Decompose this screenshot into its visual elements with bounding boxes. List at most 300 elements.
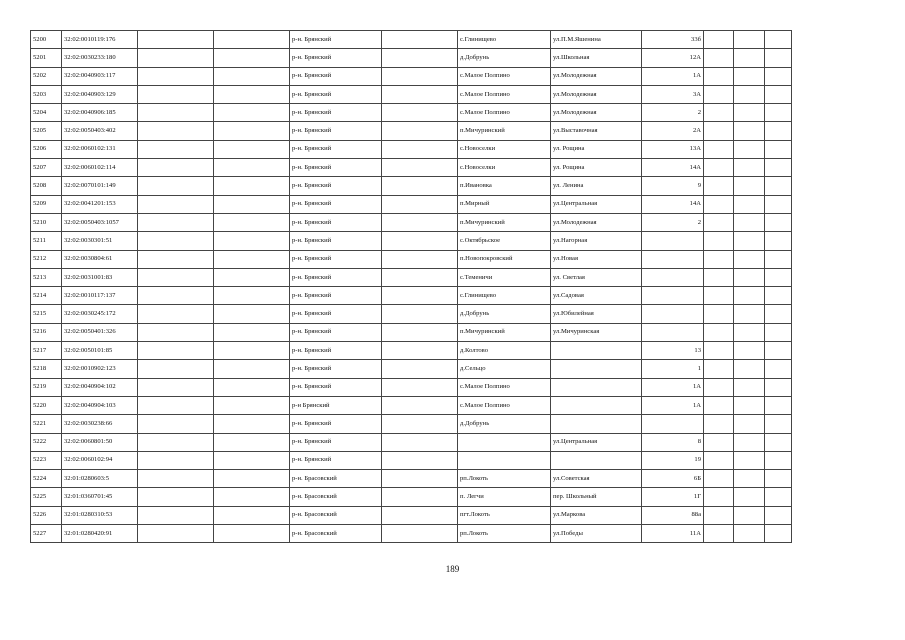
cadastral-number-cell: 32:02:0050401:326 xyxy=(62,323,138,341)
street-cell: ул.Нагорная xyxy=(551,232,642,250)
cadastral-number-cell: 32:02:0050403:1057 xyxy=(62,213,138,231)
empty-cell xyxy=(734,122,765,140)
empty-cell xyxy=(734,195,765,213)
street-cell: ул. Светлая xyxy=(551,268,642,286)
street-cell: ул.Молодежная xyxy=(551,104,642,122)
row-number-cell: 5226 xyxy=(31,506,62,524)
district-cell: р-н. Брянский xyxy=(290,140,382,158)
house-number-cell: 1А xyxy=(642,396,704,414)
table-row xyxy=(31,525,792,543)
page-number: 189 xyxy=(445,564,460,574)
house-number-cell: 14А xyxy=(642,195,704,213)
empty-cell xyxy=(382,506,458,524)
empty-cell xyxy=(765,31,792,49)
table-row xyxy=(31,177,792,195)
row-number-cell: 5215 xyxy=(31,305,62,323)
empty-cell xyxy=(214,250,290,268)
empty-cell xyxy=(382,31,458,49)
cadastral-number-cell: 32:02:0050403:402 xyxy=(62,122,138,140)
empty-cell xyxy=(214,305,290,323)
row-number-cell: 5211 xyxy=(31,232,62,250)
settlement-cell: с.Малое Полпино xyxy=(458,396,551,414)
cadastral-number-cell: 32:01:0280310:53 xyxy=(62,506,138,524)
empty-cell xyxy=(382,250,458,268)
empty-cell xyxy=(138,488,214,506)
table-row xyxy=(31,140,792,158)
empty-cell xyxy=(704,342,734,360)
settlement-cell: д.Сельцо xyxy=(458,360,551,378)
empty-cell xyxy=(214,268,290,286)
settlement-cell: с.Новоселки xyxy=(458,159,551,177)
empty-cell xyxy=(138,323,214,341)
empty-cell xyxy=(704,378,734,396)
table-row xyxy=(31,268,792,286)
cadastral-number-cell: 32:01:0360701:45 xyxy=(62,488,138,506)
empty-cell xyxy=(138,67,214,85)
row-number-cell: 5223 xyxy=(31,451,62,469)
house-number-cell xyxy=(642,250,704,268)
empty-cell xyxy=(382,268,458,286)
district-cell: р-н. Брянский xyxy=(290,49,382,67)
empty-cell xyxy=(734,488,765,506)
district-cell: р-н. Брянский xyxy=(290,451,382,469)
table-row xyxy=(31,488,792,506)
table-body xyxy=(31,31,792,543)
settlement-cell: с.Малое Полпино xyxy=(458,104,551,122)
settlement-cell xyxy=(458,451,551,469)
district-cell: р-н. Брянский xyxy=(290,159,382,177)
empty-cell xyxy=(214,525,290,543)
empty-cell xyxy=(704,360,734,378)
empty-cell xyxy=(704,488,734,506)
street-cell: пер. Школьный xyxy=(551,488,642,506)
district-cell: р-н. Брянский xyxy=(290,433,382,451)
house-number-cell xyxy=(642,415,704,433)
empty-cell xyxy=(704,195,734,213)
empty-cell xyxy=(734,104,765,122)
cadastral-number-cell: 32:02:0040903:117 xyxy=(62,67,138,85)
settlement-cell: п.Мичуринский xyxy=(458,213,551,231)
street-cell: ул.Садовая xyxy=(551,287,642,305)
empty-cell xyxy=(765,488,792,506)
empty-cell xyxy=(138,415,214,433)
empty-cell xyxy=(382,122,458,140)
row-number-cell: 5200 xyxy=(31,31,62,49)
empty-cell xyxy=(734,177,765,195)
district-cell: р-н. Брянский xyxy=(290,122,382,140)
settlement-cell xyxy=(458,433,551,451)
cadastral-number-cell: 32:02:0010117:137 xyxy=(62,287,138,305)
settlement-cell: с.Новоселки xyxy=(458,140,551,158)
empty-cell xyxy=(734,360,765,378)
empty-cell xyxy=(704,85,734,103)
empty-cell xyxy=(704,67,734,85)
empty-cell xyxy=(138,451,214,469)
table-row xyxy=(31,159,792,177)
house-number-cell: 33б xyxy=(642,31,704,49)
empty-cell xyxy=(765,159,792,177)
row-number-cell: 5214 xyxy=(31,287,62,305)
row-number-cell: 5225 xyxy=(31,488,62,506)
district-cell: р-н. Брасовский xyxy=(290,506,382,524)
street-cell: ул.Юбилейная xyxy=(551,305,642,323)
empty-cell xyxy=(765,415,792,433)
empty-cell xyxy=(734,305,765,323)
table-row xyxy=(31,85,792,103)
cadastral-number-cell: 32:02:0060102:94 xyxy=(62,451,138,469)
empty-cell xyxy=(382,360,458,378)
table-row xyxy=(31,250,792,268)
empty-cell xyxy=(138,122,214,140)
cadastral-number-cell: 32:01:0280603:5 xyxy=(62,470,138,488)
cadastral-number-cell: 32:02:0031001:83 xyxy=(62,268,138,286)
empty-cell xyxy=(704,104,734,122)
empty-cell xyxy=(704,470,734,488)
empty-cell xyxy=(765,305,792,323)
table-row xyxy=(31,104,792,122)
street-cell xyxy=(551,378,642,396)
empty-cell xyxy=(704,49,734,67)
empty-cell xyxy=(382,470,458,488)
cadastral-number-cell: 32:02:0030238:66 xyxy=(62,415,138,433)
empty-cell xyxy=(765,323,792,341)
empty-cell xyxy=(138,140,214,158)
row-number-cell: 5210 xyxy=(31,213,62,231)
empty-cell xyxy=(704,31,734,49)
empty-cell xyxy=(214,451,290,469)
empty-cell xyxy=(382,433,458,451)
district-cell: р-н. Брянский xyxy=(290,31,382,49)
empty-cell xyxy=(382,415,458,433)
empty-cell xyxy=(138,378,214,396)
settlement-cell: д.Добрунь xyxy=(458,415,551,433)
cadastral-number-cell: 32:02:0041201:153 xyxy=(62,195,138,213)
empty-cell xyxy=(765,122,792,140)
street-cell: ул.Мичуринская xyxy=(551,323,642,341)
empty-cell xyxy=(382,323,458,341)
empty-cell xyxy=(734,506,765,524)
empty-cell xyxy=(382,396,458,414)
empty-cell xyxy=(382,451,458,469)
empty-cell xyxy=(214,31,290,49)
row-number-cell: 5212 xyxy=(31,250,62,268)
cadastral-number-cell: 32:02:0030245:172 xyxy=(62,305,138,323)
empty-cell xyxy=(214,488,290,506)
empty-cell xyxy=(382,177,458,195)
settlement-cell: п.Ивановка xyxy=(458,177,551,195)
empty-cell xyxy=(382,378,458,396)
district-cell: р-н. Брянский xyxy=(290,360,382,378)
district-cell: р-н. Брасовский xyxy=(290,488,382,506)
house-number-cell: 6Б xyxy=(642,470,704,488)
table-row xyxy=(31,195,792,213)
street-cell: ул.Молодежная xyxy=(551,67,642,85)
empty-cell xyxy=(138,360,214,378)
table-row xyxy=(31,360,792,378)
house-number-cell xyxy=(642,323,704,341)
empty-cell xyxy=(138,213,214,231)
empty-cell xyxy=(138,232,214,250)
empty-cell xyxy=(214,506,290,524)
empty-cell xyxy=(704,268,734,286)
street-cell xyxy=(551,342,642,360)
street-cell: ул.Молодежная xyxy=(551,213,642,231)
row-number-cell: 5213 xyxy=(31,268,62,286)
street-cell: ул.Новая xyxy=(551,250,642,268)
house-number-cell xyxy=(642,287,704,305)
table-row xyxy=(31,305,792,323)
house-number-cell: 11А xyxy=(642,525,704,543)
row-number-cell: 5207 xyxy=(31,159,62,177)
house-number-cell: 9 xyxy=(642,177,704,195)
empty-cell xyxy=(704,451,734,469)
table-row xyxy=(31,122,792,140)
empty-cell xyxy=(734,470,765,488)
table-row xyxy=(31,451,792,469)
street-cell: ул.Выставочная xyxy=(551,122,642,140)
empty-cell xyxy=(704,232,734,250)
empty-cell xyxy=(138,195,214,213)
empty-cell xyxy=(704,177,734,195)
empty-cell xyxy=(734,323,765,341)
district-cell: р-н. Брянский xyxy=(290,213,382,231)
empty-cell xyxy=(214,49,290,67)
empty-cell xyxy=(382,488,458,506)
row-number-cell: 5204 xyxy=(31,104,62,122)
table-row xyxy=(31,396,792,414)
empty-cell xyxy=(765,195,792,213)
empty-cell xyxy=(214,415,290,433)
district-cell: р-н. Брянский xyxy=(290,232,382,250)
settlement-cell: д.Добрунь xyxy=(458,305,551,323)
empty-cell xyxy=(214,85,290,103)
settlement-cell: с.Малое Полпино xyxy=(458,85,551,103)
empty-cell xyxy=(704,323,734,341)
row-number-cell: 5216 xyxy=(31,323,62,341)
cadastral-number-cell: 32:02:0010119:176 xyxy=(62,31,138,49)
district-cell: р-н. Брянский xyxy=(290,323,382,341)
empty-cell xyxy=(138,470,214,488)
house-number-cell: 1 xyxy=(642,360,704,378)
row-number-cell: 5202 xyxy=(31,67,62,85)
street-cell: ул.Молодежная xyxy=(551,85,642,103)
cadastral-number-cell: 32:01:0280420:91 xyxy=(62,525,138,543)
empty-cell xyxy=(704,506,734,524)
empty-cell xyxy=(765,506,792,524)
settlement-cell: рп.Локоть xyxy=(458,525,551,543)
empty-cell xyxy=(765,378,792,396)
empty-cell xyxy=(704,287,734,305)
empty-cell xyxy=(138,268,214,286)
empty-cell xyxy=(765,232,792,250)
settlement-cell: п.Мичуринский xyxy=(458,323,551,341)
empty-cell xyxy=(765,49,792,67)
empty-cell xyxy=(765,250,792,268)
district-cell: р-н. Брянский xyxy=(290,268,382,286)
empty-cell xyxy=(765,287,792,305)
empty-cell xyxy=(138,49,214,67)
empty-cell xyxy=(734,287,765,305)
house-number-cell xyxy=(642,268,704,286)
empty-cell xyxy=(138,305,214,323)
row-number-cell: 5224 xyxy=(31,470,62,488)
street-cell: ул.Школьная xyxy=(551,49,642,67)
empty-cell xyxy=(138,104,214,122)
empty-cell xyxy=(214,360,290,378)
table-row xyxy=(31,415,792,433)
empty-cell xyxy=(704,396,734,414)
settlement-cell: д.Добрунь xyxy=(458,49,551,67)
street-cell: ул. Рощина xyxy=(551,140,642,158)
district-cell: р-н. Брянский xyxy=(290,67,382,85)
district-cell: р-н. Брянский xyxy=(290,305,382,323)
empty-cell xyxy=(704,140,734,158)
district-cell: р-н. Брянский xyxy=(290,378,382,396)
table-row xyxy=(31,49,792,67)
table-row xyxy=(31,287,792,305)
cadastral-number-cell: 32:02:0040904:102 xyxy=(62,378,138,396)
cadastral-number-cell: 32:02:0030804:61 xyxy=(62,250,138,268)
empty-cell xyxy=(382,104,458,122)
empty-cell xyxy=(214,104,290,122)
empty-cell xyxy=(214,342,290,360)
empty-cell xyxy=(765,525,792,543)
street-cell xyxy=(551,360,642,378)
settlement-cell: с.Малое Полпино xyxy=(458,378,551,396)
empty-cell xyxy=(382,49,458,67)
empty-cell xyxy=(382,213,458,231)
empty-cell xyxy=(382,287,458,305)
settlement-cell: д.Колтово xyxy=(458,342,551,360)
settlement-cell: с.Октябрьское xyxy=(458,232,551,250)
empty-cell xyxy=(382,159,458,177)
street-cell: ул. Ленина xyxy=(551,177,642,195)
house-number-cell: 2 xyxy=(642,104,704,122)
cadastral-number-cell: 32:02:0060102:114 xyxy=(62,159,138,177)
empty-cell xyxy=(734,250,765,268)
empty-cell xyxy=(382,525,458,543)
empty-cell xyxy=(704,159,734,177)
cadastral-number-cell: 32:02:0040904:103 xyxy=(62,396,138,414)
empty-cell xyxy=(382,195,458,213)
empty-cell xyxy=(765,268,792,286)
house-number-cell xyxy=(642,232,704,250)
empty-cell xyxy=(382,140,458,158)
house-number-cell: 14А xyxy=(642,159,704,177)
table-row xyxy=(31,342,792,360)
district-cell: р-н. Брянский xyxy=(290,85,382,103)
empty-cell xyxy=(382,232,458,250)
empty-cell xyxy=(214,433,290,451)
cadastral-number-cell: 32:02:0060801:50 xyxy=(62,433,138,451)
cadastral-number-cell: 32:02:0030233:180 xyxy=(62,49,138,67)
empty-cell xyxy=(138,287,214,305)
empty-cell xyxy=(765,85,792,103)
settlement-cell: рп.Локоть xyxy=(458,470,551,488)
empty-cell xyxy=(382,342,458,360)
empty-cell xyxy=(734,451,765,469)
street-cell xyxy=(551,451,642,469)
street-cell: ул. Рощина xyxy=(551,159,642,177)
settlement-cell: с.Малое Полпино xyxy=(458,67,551,85)
house-number-cell: 2А xyxy=(642,122,704,140)
house-number-cell: 13А xyxy=(642,140,704,158)
empty-cell xyxy=(734,213,765,231)
row-number-cell: 5218 xyxy=(31,360,62,378)
cadastral-number-cell: 32:02:0060102:131 xyxy=(62,140,138,158)
empty-cell xyxy=(765,67,792,85)
row-number-cell: 5217 xyxy=(31,342,62,360)
empty-cell xyxy=(734,140,765,158)
row-number-cell: 5227 xyxy=(31,525,62,543)
street-cell: ул.Маркова xyxy=(551,506,642,524)
empty-cell xyxy=(214,213,290,231)
empty-cell xyxy=(214,177,290,195)
cadastral-number-cell: 32:02:0040903:129 xyxy=(62,85,138,103)
empty-cell xyxy=(214,195,290,213)
row-number-cell: 5221 xyxy=(31,415,62,433)
empty-cell xyxy=(765,433,792,451)
house-number-cell: 12А xyxy=(642,49,704,67)
empty-cell xyxy=(704,415,734,433)
empty-cell xyxy=(765,140,792,158)
empty-cell xyxy=(138,31,214,49)
empty-cell xyxy=(734,232,765,250)
empty-cell xyxy=(382,85,458,103)
cadastral-number-cell: 32:02:0040906:185 xyxy=(62,104,138,122)
settlement-cell: п.Мичуринский xyxy=(458,122,551,140)
table-row xyxy=(31,378,792,396)
row-number-cell: 5208 xyxy=(31,177,62,195)
empty-cell xyxy=(214,122,290,140)
row-number-cell: 5209 xyxy=(31,195,62,213)
table-row xyxy=(31,31,792,49)
empty-cell xyxy=(734,85,765,103)
empty-cell xyxy=(138,159,214,177)
table-row xyxy=(31,433,792,451)
district-cell: р-н. Брянский xyxy=(290,177,382,195)
district-cell: р-н. Брянский xyxy=(290,250,382,268)
table-row xyxy=(31,323,792,341)
empty-cell xyxy=(765,360,792,378)
row-number-cell: 5220 xyxy=(31,396,62,414)
district-cell: р-н. Брянский xyxy=(290,287,382,305)
house-number-cell: 1А xyxy=(642,67,704,85)
empty-cell xyxy=(214,287,290,305)
cadastral-number-cell: 32:02:0050101:85 xyxy=(62,342,138,360)
empty-cell xyxy=(704,213,734,231)
empty-cell xyxy=(704,305,734,323)
empty-cell xyxy=(734,342,765,360)
empty-cell xyxy=(138,433,214,451)
house-number-cell: 8 xyxy=(642,433,704,451)
empty-cell xyxy=(704,525,734,543)
empty-cell xyxy=(734,268,765,286)
empty-cell xyxy=(382,305,458,323)
district-cell: р-н. Брасовский xyxy=(290,525,382,543)
row-number-cell: 5205 xyxy=(31,122,62,140)
empty-cell xyxy=(704,122,734,140)
empty-cell xyxy=(138,506,214,524)
district-cell: р-н. Брянский xyxy=(290,104,382,122)
empty-cell xyxy=(734,67,765,85)
street-cell: ул.Победы xyxy=(551,525,642,543)
table-row xyxy=(31,67,792,85)
empty-cell xyxy=(765,470,792,488)
street-cell: ул.П.М.Яшенина xyxy=(551,31,642,49)
cadastral-number-cell: 32:02:0070101:149 xyxy=(62,177,138,195)
empty-cell xyxy=(138,85,214,103)
